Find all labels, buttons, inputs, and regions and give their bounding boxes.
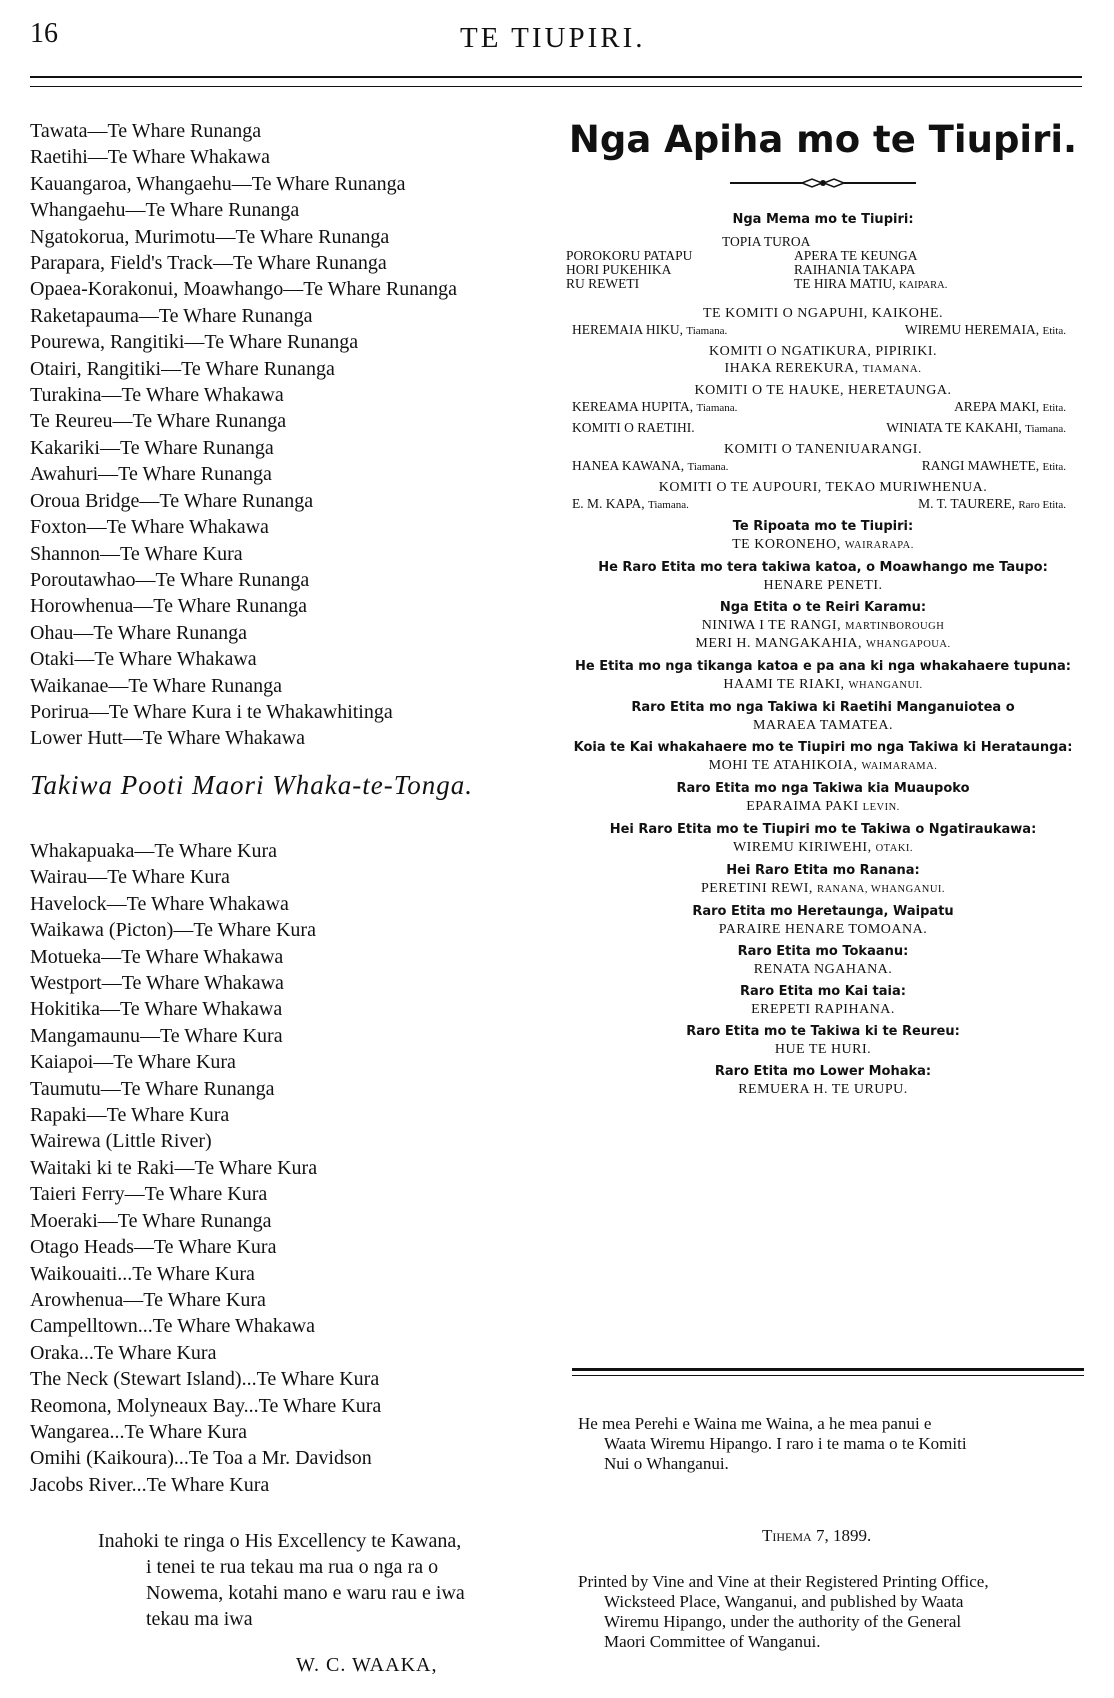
role-block — [562, 943, 1084, 978]
member-name: APERA TE KEUNGA — [794, 248, 918, 263]
place-entry: Rapaki—Te Whare Kura — [30, 1104, 230, 1127]
role-person — [562, 880, 1084, 898]
committees-list — [562, 305, 1084, 513]
role-heading: Nga Etita o te Reiri Karamu: — [719, 600, 927, 615]
person-place: WHANGAPOUA. — [866, 639, 951, 650]
place-entry: Ohau—Te Whare Runanga — [30, 621, 248, 644]
role-person — [562, 798, 1084, 816]
place-entry: Te Reureu—Te Whare Runanga — [30, 410, 287, 433]
role-person — [562, 676, 1084, 694]
person-name: REMUERA H. TE URUPU. — [738, 1082, 908, 1097]
person-name: EPARAIMA PAKI — [746, 799, 859, 814]
role-heading: Raro Etita mo Tokaanu: — [737, 944, 909, 959]
role-block — [562, 559, 1084, 594]
committee-editor — [954, 399, 1066, 416]
place-entry: Whangaehu—Te Whare Runanga — [30, 199, 300, 222]
place-entry: Poroutawhao—Te Whare Runanga — [30, 568, 310, 591]
person-name: KEREAMA HUPITA, — [572, 399, 694, 414]
imprint-line: Wicksteed Place, Wanganui, and published by Waata — [604, 1592, 964, 1611]
member-name: RU REWETI — [566, 276, 640, 291]
place-entry: Otago Heads—Te Whare Kura — [30, 1236, 277, 1259]
column-rule-thin — [572, 1375, 1084, 1376]
person-role: Tiamana. — [1025, 423, 1066, 435]
place-entry: Horowhenua—Te Whare Runanga — [30, 595, 308, 618]
place-entry: Kaiapoi—Te Whare Kura — [30, 1051, 236, 1074]
person-name: PERETINI REWI, — [700, 881, 813, 896]
person-role: Tiamana. — [687, 461, 729, 473]
member-name: TE HIRA MATIU, KAIPARA. — [794, 276, 948, 291]
place-entry: Campelltown...Te Whare Whakawa — [30, 1315, 315, 1338]
notice-line: tekau ma iwa — [146, 1608, 253, 1630]
signature-name: W. C. WAAKA, — [296, 1654, 438, 1676]
notice-line: Nowema, kotahi mano e waru rau e iwa — [146, 1582, 465, 1604]
role-heading: He Etita mo nga tikanga katoa e pa ana ki nga whakahaere tupuna: — [574, 659, 1072, 674]
place-entry: Reomona, Molyneaux Bay...Te Whare Kura — [30, 1394, 382, 1417]
person-name: HUE TE HURI. — [774, 1042, 872, 1057]
role-person — [562, 617, 1084, 635]
committee-name: KOMITI O TANENIUARANGI. — [724, 442, 922, 457]
place-entry: Wairewa (Little River) — [30, 1130, 212, 1153]
place-entry: Havelock—Te Whare Whakawa — [30, 892, 289, 915]
committee-name: KOMITI O NGATIKURA, PIPIRIKI. — [709, 344, 937, 359]
person-role: Raro Etita. — [1018, 499, 1066, 511]
imprint-line: Wiremu Hipango, under the authority of the General — [604, 1612, 962, 1631]
role-person — [562, 1041, 1084, 1058]
notice-line: Inahoki te ringa o His Excellency te Kawana, — [98, 1530, 462, 1552]
place-entry: Waikawa (Picton)—Te Whare Kura — [30, 919, 316, 942]
place-entry: Shannon—Te Whare Kura — [30, 542, 243, 565]
imprint-line: Maori Committee of Wanganui. — [604, 1632, 821, 1651]
role-person — [562, 536, 1084, 554]
place-entry: Jacobs River...Te Whare Kura — [30, 1473, 270, 1496]
committee-chair — [572, 322, 727, 339]
place-entry: Porirua—Te Whare Kura i te Whakawhitinga — [30, 700, 393, 723]
place-list-south — [30, 838, 550, 1498]
role-person — [562, 1001, 1084, 1018]
role-person — [562, 1081, 1084, 1098]
committee-editor — [905, 322, 1066, 339]
person-role: TIAMANA. — [862, 363, 922, 375]
place-entry: Otaki—Te Whare Whakawa — [30, 648, 257, 671]
place-entry: Raetihi—Te Whare Whakawa — [30, 146, 270, 169]
person-name: E. M. KAPA, — [572, 496, 645, 511]
committee-name: TE KOMITI O NGAPUHI, KAIKOHE. — [702, 306, 944, 321]
person-name: NINIWA I TE RANGI, — [701, 618, 842, 633]
committee-chair — [886, 420, 1066, 437]
place-entry: Kakariki—Te Whare Runanga — [30, 436, 274, 459]
person-name: RANGI MAWHETE, — [921, 458, 1040, 473]
place-entry: Hokitika—Te Whare Whakawa — [30, 998, 283, 1021]
place-entry: Opaea-Korakonui, Moawhango—Te Whare Runanga — [30, 278, 457, 301]
committee-block — [562, 441, 1084, 475]
person-role: Etita. — [1042, 402, 1066, 414]
person-role: Tiamana. — [648, 499, 689, 511]
person-name: EREPETI RAPIHANA. — [751, 1002, 895, 1017]
person-role: Tiamana. — [696, 402, 738, 414]
masthead-title: Nga Apiha mo te Tiupiri. — [568, 118, 1078, 161]
roles-list — [562, 518, 1084, 1098]
person-name: HEREMAIA HIKU, — [572, 322, 683, 337]
place-entry: Mangamaunu—Te Whare Kura — [30, 1024, 283, 1047]
committee-block — [562, 343, 1084, 378]
role-block — [562, 699, 1084, 734]
place-entry: Otairi, Rangitiki—Te Whare Runanga — [30, 357, 335, 380]
place-entry: Wangarea...Te Whare Kura — [30, 1420, 248, 1443]
person-name: HENARE PENETI. — [763, 578, 883, 593]
role-block — [562, 780, 1084, 816]
person-place: LEVIN. — [862, 802, 900, 813]
committee-name: KOMITI O TE AUPOURI, TEKAO MURIWHENUA. — [658, 480, 988, 495]
place-entry: Awahuri—Te Whare Runanga — [30, 463, 272, 486]
place-entry: Raketapauma—Te Whare Runanga — [30, 304, 313, 327]
place-entry: Omihi (Kaikoura)...Te Toa a Mr. Davidson — [30, 1447, 372, 1470]
committee-block — [562, 420, 1084, 437]
committee-name: KOMITI O RAETIHI. — [572, 420, 695, 435]
person-name: MERI H. MANGAKAHIA, — [695, 636, 863, 651]
role-block — [562, 821, 1084, 857]
member-name: TOPIA TUROA — [722, 234, 811, 249]
place-entry: Waikanae—Te Whare Runanga — [30, 674, 283, 697]
notice-line: i tenei te rua tekau ma rua o nga ra o — [146, 1556, 439, 1578]
column-rule — [572, 1368, 1084, 1371]
running-title: TE TIUPIRI. — [460, 22, 646, 54]
place-entry: Foxton—Te Whare Whakawa — [30, 516, 269, 539]
place-entry: Arowhenua—Te Whare Kura — [30, 1288, 266, 1311]
issue-date: Tihema 7, 1899. — [762, 1526, 872, 1545]
member-name: HORI PUKEHIKA — [566, 262, 672, 277]
role-heading: Raro Etita mo Lower Mohaka: — [714, 1064, 932, 1079]
imprint — [578, 1572, 1088, 1652]
person-role: Etita. — [1042, 325, 1066, 337]
role-heading: He Raro Etita mo tera takiwa katoa, o Moawhango me Taupo: — [598, 560, 1048, 575]
committee-officers — [562, 458, 1084, 475]
person-name: HAAMI TE RIAKI, — [723, 677, 845, 692]
note-line: Nui o Whanganui. — [604, 1454, 729, 1473]
person-role: Tiamana. — [686, 325, 728, 337]
committee-chair — [562, 360, 1084, 378]
person-place: MARTINBOROUGH — [845, 621, 945, 632]
officers-column — [562, 118, 1084, 1098]
place-entry: Ngatokorua, Murimotu—Te Whare Runanga — [30, 225, 390, 248]
person-name: RENATA NGAHANA. — [753, 962, 893, 977]
committee-chair — [572, 399, 737, 416]
note-line: He mea Perehi e Waina me Waina, a he mea panui e — [578, 1414, 932, 1433]
person-name: MOHI TE ATAHIKOIA, — [708, 758, 858, 773]
person-name: HANEA KAWANA, — [572, 458, 685, 473]
header-rule — [30, 76, 1082, 78]
role-heading: Koia te Kai whakahaere mo te Tiupiri mo nga Takiwa ki Herataunga: — [573, 740, 1073, 755]
person-role: Etita. — [1042, 461, 1066, 473]
role-person — [562, 717, 1084, 734]
role-block — [562, 983, 1084, 1018]
place-entry: Taumutu—Te Whare Runanga — [30, 1077, 275, 1100]
role-heading: Hei Raro Etita mo te Tiupiri mo te Takiwa o Ngatiraukawa: — [609, 822, 1037, 837]
role-heading: Raro Etita mo Kai taia: — [740, 984, 906, 999]
place-entry: Motueka—Te Whare Whakawa — [30, 945, 284, 968]
role-heading: Raro Etita mo Heretaunga, Waipatu — [692, 904, 954, 919]
committee-block — [562, 382, 1084, 416]
role-block — [562, 862, 1084, 898]
committee-chair — [572, 496, 689, 513]
role-person — [562, 577, 1084, 594]
place-entry: Waitaki ki te Raki—Te Whare Kura — [30, 1156, 318, 1179]
members-list — [562, 235, 1084, 297]
person-name: MARAEA TAMATEA. — [753, 718, 893, 733]
note-line: Waata Wiremu Hipango. I raro i te mama o te Komiti — [604, 1434, 967, 1453]
role-block — [562, 518, 1084, 554]
member-name: RAIHANIA TAKAPA — [794, 262, 916, 277]
person-name: IHAKA REREKURA, — [724, 361, 859, 376]
role-block — [562, 1063, 1084, 1098]
role-block — [562, 903, 1084, 938]
committee-editor — [918, 496, 1066, 513]
place-entry: Parapara, Field's Track—Te Whare Runanga — [30, 252, 387, 275]
role-block — [562, 1023, 1084, 1058]
committee-row — [562, 420, 1084, 437]
role-person — [562, 839, 1084, 857]
role-person — [562, 635, 1084, 653]
role-person — [562, 961, 1084, 978]
place-entry: Waikouaiti...Te Whare Kura — [30, 1262, 255, 1285]
committee-block — [562, 305, 1084, 339]
role-block — [562, 599, 1084, 653]
role-block — [562, 658, 1084, 694]
role-heading: Te Ripoata mo te Tiupiri: — [732, 519, 914, 534]
page-number: 16 — [30, 18, 58, 49]
place-entry: Westport—Te Whare Whakawa — [30, 972, 284, 995]
place-entry: Taieri Ferry—Te Whare Kura — [30, 1183, 268, 1206]
place-entry: Oraka...Te Whare Kura — [30, 1341, 217, 1364]
proclamation-notice — [98, 1528, 558, 1632]
place-list-north — [30, 118, 550, 752]
place-entry: Lower Hutt—Te Whare Whakawa — [30, 727, 305, 750]
imprint-line: Printed by Vine and Vine at their Registered Printing Office, — [578, 1572, 989, 1591]
place-entry: Whakapuaka—Te Whare Kura — [30, 840, 277, 862]
members-heading: Nga Mema mo te Tiupiri: — [732, 212, 914, 227]
person-name: WIREMU HEREMAIA, — [904, 322, 1040, 337]
person-place: OTAKI. — [875, 843, 914, 854]
place-entry: Turakina—Te Whare Whakawa — [30, 384, 284, 407]
person-place: WAIMARAMA. — [861, 761, 938, 772]
place-entry: Oroua Bridge—Te Whare Runanga — [30, 489, 314, 512]
role-person — [562, 757, 1084, 775]
place-entry: Moeraki—Te Whare Runanga — [30, 1209, 272, 1232]
role-heading: Raro Etita mo nga Takiwa ki Raetihi Manganuiotea o — [631, 700, 1015, 715]
person-name: M. T. TAURERE, — [918, 496, 1015, 511]
place-entry: Tawata—Te Whare Runanga — [30, 120, 262, 142]
committee-name: KOMITI O TE HAUKE, HERETAUNGA. — [694, 383, 952, 398]
person-name: PARAIRE HENARE TOMOANA. — [718, 922, 928, 937]
member-name: POROKORU PATAPU — [566, 248, 693, 263]
role-person — [562, 921, 1084, 938]
role-heading: Raro Etita mo te Takiwa ki te Reureu: — [686, 1024, 960, 1039]
person-place: WAIRARAPA. — [844, 540, 914, 551]
ornament-divider-icon — [728, 175, 918, 191]
place-entry: The Neck (Stewart Island)...Te Whare Kura — [30, 1368, 380, 1391]
committee-block — [562, 479, 1084, 513]
takiwa-heading: Takiwa Pooti Maori Whaka-te-Tonga. — [30, 770, 474, 800]
person-name: TE KORONEHO, — [732, 537, 841, 552]
publisher-note — [578, 1414, 1088, 1474]
committee-editor — [922, 458, 1066, 475]
committee-chair — [572, 458, 728, 475]
person-name: WIREMU KIRIWEHI, — [732, 840, 872, 855]
place-entry: Wairau—Te Whare Kura — [30, 866, 230, 889]
role-heading: Raro Etita mo nga Takiwa kia Muaupoko — [676, 781, 970, 796]
place-entry: Pourewa, Rangitiki—Te Whare Runanga — [30, 331, 359, 354]
role-heading: Hei Raro Etita mo Ranana: — [726, 863, 920, 878]
committee-officers — [562, 496, 1084, 513]
header-rule-thin — [30, 86, 1082, 87]
place-entry: Kauangaroa, Whangaehu—Te Whare Runanga — [30, 172, 406, 195]
role-block — [562, 739, 1084, 775]
person-name: WINIATA TE KAKAHI, — [886, 420, 1022, 435]
committee-officers — [562, 399, 1084, 416]
person-place: WHANGANUI. — [848, 680, 923, 691]
person-name: AREPA MAKI, — [954, 399, 1040, 414]
person-place: RANANA, WHANGANUI. — [816, 884, 946, 895]
committee-officers — [562, 322, 1084, 339]
